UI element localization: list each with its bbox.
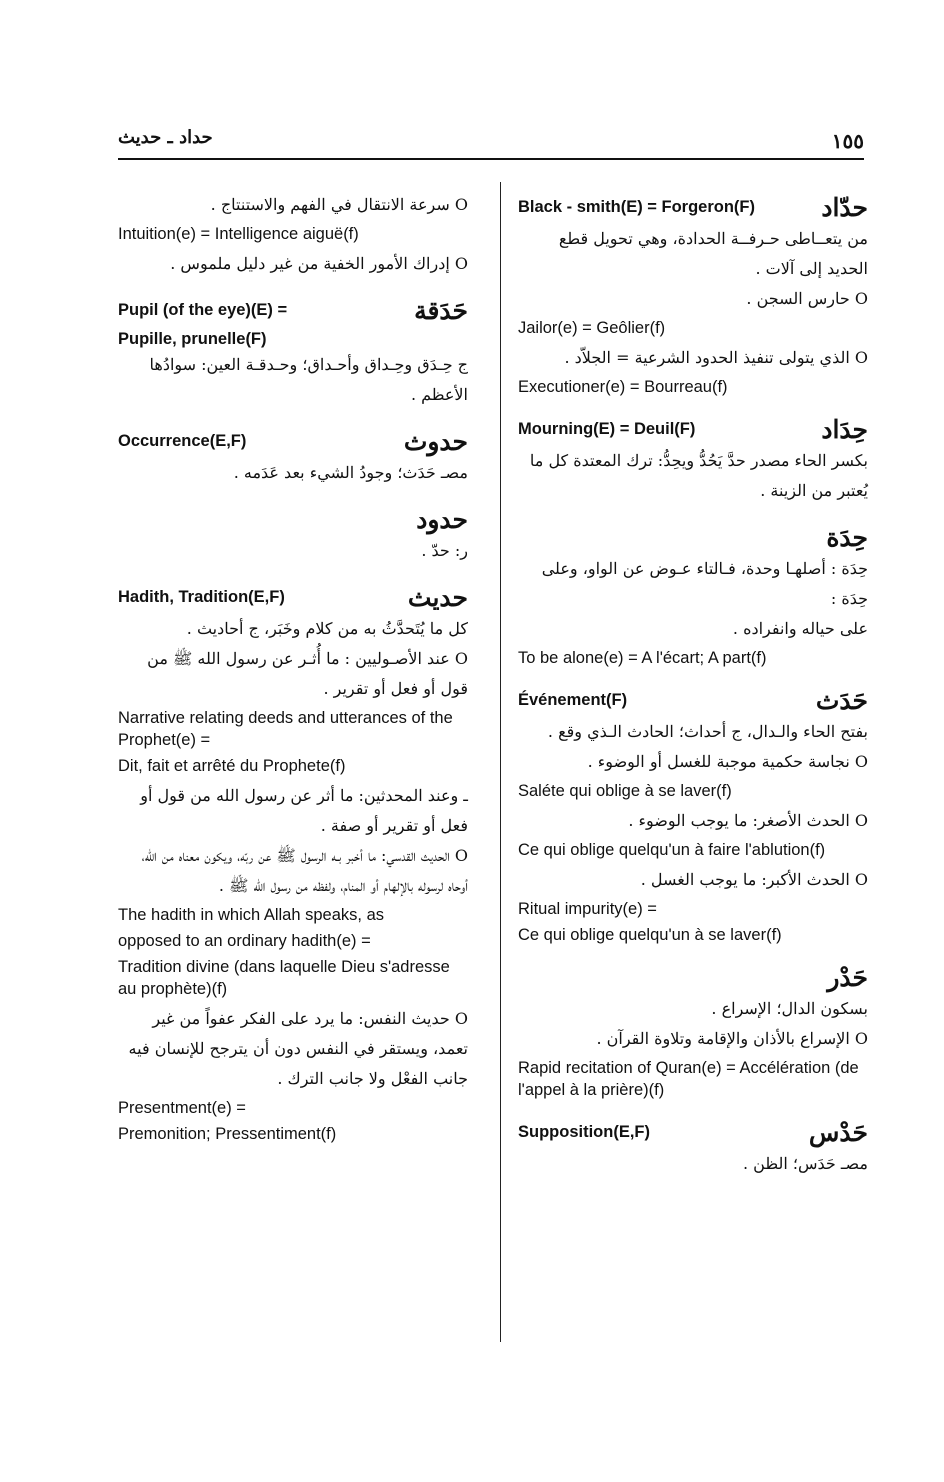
translation-line: Presentment(e) = — [118, 1099, 246, 1117]
entry-equivalent: Supposition(E,F) — [518, 1122, 650, 1141]
entry-headword: حَدَث — [815, 685, 868, 715]
entry-headword: حِدَة — [826, 522, 868, 552]
left-column — [118, 190, 468, 1159]
translation-line: Premonition; Pressentiment(f) — [118, 1125, 337, 1143]
arabic-definition: كل ما يُتَحدَّثُ به من كلام وخَبَر، ج أحاديث . — [186, 619, 468, 638]
header-rule — [118, 158, 864, 160]
entry-equivalent: Black - smith(E) = Forgeron(F) — [518, 197, 755, 216]
entry-equivalent: Pupil (of the eye)(E) = — [118, 300, 288, 319]
translation-line: Ce qui oblige quelqu'un à faire l'ablution(f) — [518, 841, 826, 859]
entry-heading-row — [518, 960, 868, 994]
translation-line: Narrative relating deeds and utterances of the Prophet(e) = — [118, 709, 453, 749]
entry-equivalent: Occurrence(E,F) — [118, 431, 247, 450]
entry-equivalent: Mourning(E) = Deuil(F) — [518, 419, 696, 438]
arabic-definition: بكسر الحاء مصدر حدَّ يَحُدُّ ويحِدُّ: ترك المعتدة كل ما يُعتبر من الزينة . — [529, 451, 868, 500]
dictionary-entry — [118, 424, 468, 488]
translation-line: Jailor(e) = Geôlier(f) — [518, 319, 666, 337]
arabic-definition: مصـ حَدَث؛ وجودُ الشيء بعد عَدَمه . — [233, 463, 468, 482]
arabic-definition: O الإسراع بالأذان والإقامة وتلاوة القرآن . — [596, 1029, 868, 1048]
entry-heading-row — [518, 412, 868, 446]
dictionary-entry — [118, 190, 468, 279]
dictionary-entry — [518, 960, 868, 1101]
entry-headword: حَدَقة — [414, 295, 468, 325]
arabic-definition: مصـ حَدَس؛ الظن . — [742, 1154, 868, 1173]
entry-headword: حَدْس — [808, 1117, 868, 1147]
translation-line: To be alone(e) = A l'écart; A part(f) — [518, 649, 767, 667]
dictionary-entry — [518, 520, 868, 669]
translation-line: Ce qui oblige quelqu'un à se laver(f) — [518, 926, 782, 944]
page-number: ١٥٥ — [831, 129, 864, 153]
translation-line: Executioner(e) = Bourreau(f) — [518, 378, 728, 396]
arabic-definition: على حياله وانفراده . — [732, 619, 868, 638]
arabic-definition: من يتعــاطى حـرفــة الحدادة، وهي تحويل قطع الحديد إلى آلات . — [558, 229, 868, 278]
entry-heading-row — [518, 683, 868, 717]
entry-heading-row — [118, 580, 468, 614]
entry-heading-row — [518, 520, 868, 554]
entry-headword: حَدْر — [827, 962, 868, 992]
entry-headword: حدود — [416, 504, 468, 534]
arabic-definition: O سرعة الانتقال في الفهم والاستنتاج . — [210, 195, 468, 214]
translation-line: The hadith in which Allah speaks, as — [118, 906, 384, 924]
arabic-definition: O الحدث الأصغر: ما يوجب الوضوء . — [628, 811, 868, 830]
entry-heading-row — [118, 424, 468, 458]
entry-equivalent: Événement(F) — [518, 690, 628, 709]
arabic-definition: O الحدث الأكبر: ما يوجب الغسل . — [640, 870, 868, 889]
entry-equivalent-cont: Pupille, prunelle(F) — [118, 330, 267, 348]
arabic-definition: ـ وعند المحدثين: ما أثر عن رسول الله من قول أو فعل أو تقرير أو صفة . — [140, 786, 468, 835]
entry-headword: حدوث — [403, 426, 468, 456]
entry-heading-row — [518, 1115, 868, 1149]
arabic-definition: O نجاسة حكمية موجبة للغسل أو الوضوء . — [587, 752, 868, 771]
translation-line: Saléte qui oblige à se laver(f) — [518, 782, 732, 800]
translation-line: Tradition divine (dans laquelle Dieu s'adresse au prophète)(f) — [118, 958, 450, 998]
translation-line: Ritual impurity(e) = — [518, 900, 657, 918]
entry-heading-row — [118, 293, 468, 327]
page-header — [118, 125, 864, 161]
entry-headword: حِدَاد — [821, 414, 868, 444]
arabic-definition: O عند الأصـوليين : ما أُثـر عن رسول الله ﷺ من قول أو فعل أو تقرير . — [147, 649, 468, 698]
running-title: حداد ـ حديث — [118, 127, 213, 148]
translation-line: Intuition(e) = Intelligence aiguë(f) — [118, 225, 359, 243]
entry-equivalent: Hadith, Tradition(E,F) — [118, 587, 285, 606]
translation-line: Dit, fait et arrêté du Prophete(f) — [118, 757, 346, 775]
arabic-definition: O الذي يتولى تنفيذ الحدود الشرعية = الجلاّد . — [564, 348, 868, 367]
arabic-definition: O حارس السجن . — [746, 289, 868, 308]
dictionary-entry — [118, 502, 468, 566]
entry-headword: حديث — [407, 582, 468, 612]
entry-heading-row — [118, 502, 468, 536]
column-divider — [500, 182, 501, 1342]
dictionary-entry — [118, 580, 468, 1145]
dictionary-entry — [118, 293, 468, 410]
entry-heading-row — [518, 190, 868, 224]
arabic-definition: ج حِـدَق وحِـداق وأحـداق؛ وحـدقـة العين: سوادُها الأعظم . — [149, 355, 468, 404]
arabic-definition: O حديث النفس: ما يرد على الفكر عفواً من غير تعمد، ويستقر في النفس دون أن يترجح للإنسان فيه جانب الفعْل ولا جانب الترك . — [128, 1009, 468, 1088]
arabic-definition: بفتح الحاء والـدال، ج أحداث؛ الحادث الـذي وقع . — [547, 722, 868, 741]
arabic-definition: ر: حدّ . — [421, 541, 468, 560]
arabic-definition: بسكون الدال؛ الإسراع . — [711, 999, 868, 1018]
dictionary-entry — [518, 1115, 868, 1179]
arabic-definition: O الحديث القدسي: ما أخبر بـه الرسول ﷺ عن ربّه، ويكون معناه من الله، أوحاه لرسوله بالإلهام أو المنام، ولفظه من رسول الله ﷺ . — [141, 846, 468, 895]
dictionary-entry — [518, 683, 868, 946]
arabic-definition: حِدَة : أصلهـا وحدة، فـالتاء عـوض عن الواو، وعلى حِدَة : — [541, 559, 868, 608]
translation-line: Rapid recitation of Quran(e) = Accélération (de l'appel à la prière)(f) — [518, 1059, 859, 1099]
translation-line: opposed to an ordinary hadith(e) = — [118, 932, 371, 950]
dictionary-entry — [518, 190, 868, 398]
dictionary-entry — [518, 412, 868, 506]
arabic-definition: O إدراك الأمور الخفية من غير دليل ملموس . — [170, 254, 468, 273]
entry-headword: حدّاد — [821, 192, 868, 222]
right-column — [518, 190, 868, 1193]
